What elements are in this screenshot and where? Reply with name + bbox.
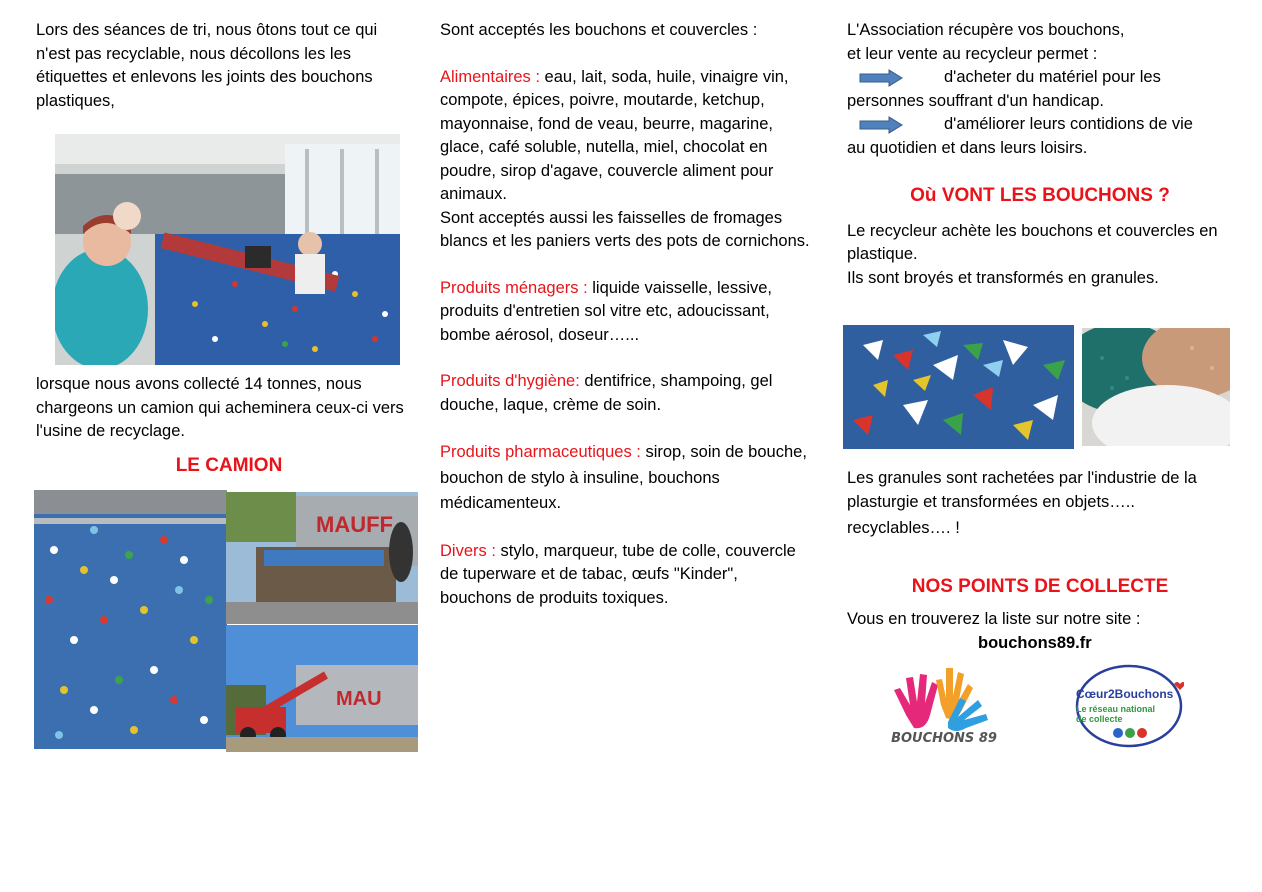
category-pharma xyxy=(440,440,812,517)
ou-vont-title: Où VONT LES BOUCHONS ? xyxy=(910,185,1170,206)
column-left xyxy=(36,19,408,113)
points-collecte-title: NOS POINTS DE COLLECTE xyxy=(911,575,1169,597)
svg-text:MAUFF: MAUFF xyxy=(316,512,393,537)
bouchons89-logo-text: BOUCHONS 89 xyxy=(891,731,997,746)
svg-text:MAU: MAU xyxy=(336,688,382,710)
bullet-2 xyxy=(847,113,1239,137)
accepted-intro: Sont acceptés les bouchons et couvercles : xyxy=(440,21,758,39)
coeur2bouchons-sub1: Le réseau national xyxy=(1076,704,1156,714)
coeur2bouchons-sub2: de collecte xyxy=(1076,714,1123,724)
recyclables-text: recyclables…. ! xyxy=(847,519,960,537)
sorting-intro-text: Lors des séances de tri, nous ôtons tout ce qui n'est pas recyclable, nous décollons les les étiquettes et enlevons les joints des bouchons plastiques, xyxy=(36,21,378,110)
category-hygiene xyxy=(440,370,812,417)
site-link[interactable]: bouchons89.fr xyxy=(978,633,1092,652)
bouchons89-logo xyxy=(886,660,1002,750)
coeur2bouchons-logo xyxy=(1074,662,1184,750)
alimentaires-label: Alimentaires : xyxy=(440,67,540,86)
bullet-2-cont: au quotidien et dans leurs loisirs. xyxy=(847,138,1088,157)
collection-text: lorsque nous avons collecté 14 tonnes, nous chargeons un camion qui acheminera ceux-ci vers l'usine de recyclage. xyxy=(36,375,404,440)
pharma-label: Produits pharmaceutiques : xyxy=(440,443,641,461)
association-line-1: L'Association récupère vos bouchons, xyxy=(847,21,1125,39)
hygiene-text: dentifrice, shampoing, gel douche, laque, crème de soin. xyxy=(440,372,773,414)
category-divers xyxy=(440,540,812,611)
pharma-text: sirop, soin de bouche, bouchon de stylo à insuline, bouchons médicamenteux. xyxy=(440,443,807,512)
association-line-2: et leur vente au recycleur permet : xyxy=(847,44,1098,63)
alimentaires-text: eau, lait, soda, huile, vinaigre vin, compote, épices, poivre, moutarde, ketchup, mayonnaise, fond de veau, beurre, magarine, glace, café soluble, nutella, miel, chocolat en poudre, sirop d'agave, couvercle aliment pour animaux. xyxy=(440,67,789,203)
bullet-2-text: d'améliorer leurs contidions de vie xyxy=(944,115,1193,133)
column-right xyxy=(847,19,1239,290)
column-right-lower xyxy=(847,467,1239,655)
arrow-right-icon xyxy=(859,116,903,134)
accepted-extra: Sont acceptés aussi les faisselles de fromages blancs et les paniers verts des pots de cornichons. xyxy=(440,208,810,250)
crushed-plastic-photo xyxy=(843,325,1074,449)
divers-text: stylo, marqueur, tube de colle, couvercle de tuperware et de tabac, œufs "Kinder", bouchons de produits toxiques. xyxy=(440,541,796,607)
column-left-lower xyxy=(36,373,408,477)
bullet-1 xyxy=(847,66,1239,90)
category-alimentaires xyxy=(440,66,812,207)
arrow-right-icon xyxy=(859,69,903,87)
recycleur-text: Le recycleur achète les bouchons et couvercles en plastique. xyxy=(847,221,1218,263)
coeur2bouchons-title: Cœur2Bouchons xyxy=(1076,687,1174,701)
bullet-1-text: d'acheter du matériel pour les xyxy=(944,68,1161,86)
truck-bed-caps-photo xyxy=(34,490,227,749)
truck-loader-photo xyxy=(226,625,418,752)
liste-text: Vous en trouverez la liste sur notre site : xyxy=(847,610,1141,628)
camion-title: LE CAMION xyxy=(175,454,283,476)
column-middle xyxy=(440,19,812,610)
broyes-text: Ils sont broyés et transformés en granules. xyxy=(847,268,1159,287)
granules-text: Les granules sont rachetées par l'industrie de la plasturgie et transformées en objets….. xyxy=(847,469,1197,511)
menagers-label: Produits ménagers : xyxy=(440,278,588,297)
divers-label: Divers : xyxy=(440,541,496,560)
hygiene-label: Produits d'hygiène: xyxy=(440,372,585,390)
category-menagers xyxy=(440,277,812,348)
sorting-session-photo xyxy=(55,134,400,365)
bullet-1-cont: personnes souffrant d'un handicap. xyxy=(847,91,1104,110)
plastic-granules-photo xyxy=(1082,328,1230,446)
truck-unloading-photo xyxy=(226,492,418,624)
menagers-text: liquide vaisselle, lessive, produits d'entretien sol vitre etc, adoucissant, bombe aérosol, doseur…... xyxy=(440,278,772,344)
